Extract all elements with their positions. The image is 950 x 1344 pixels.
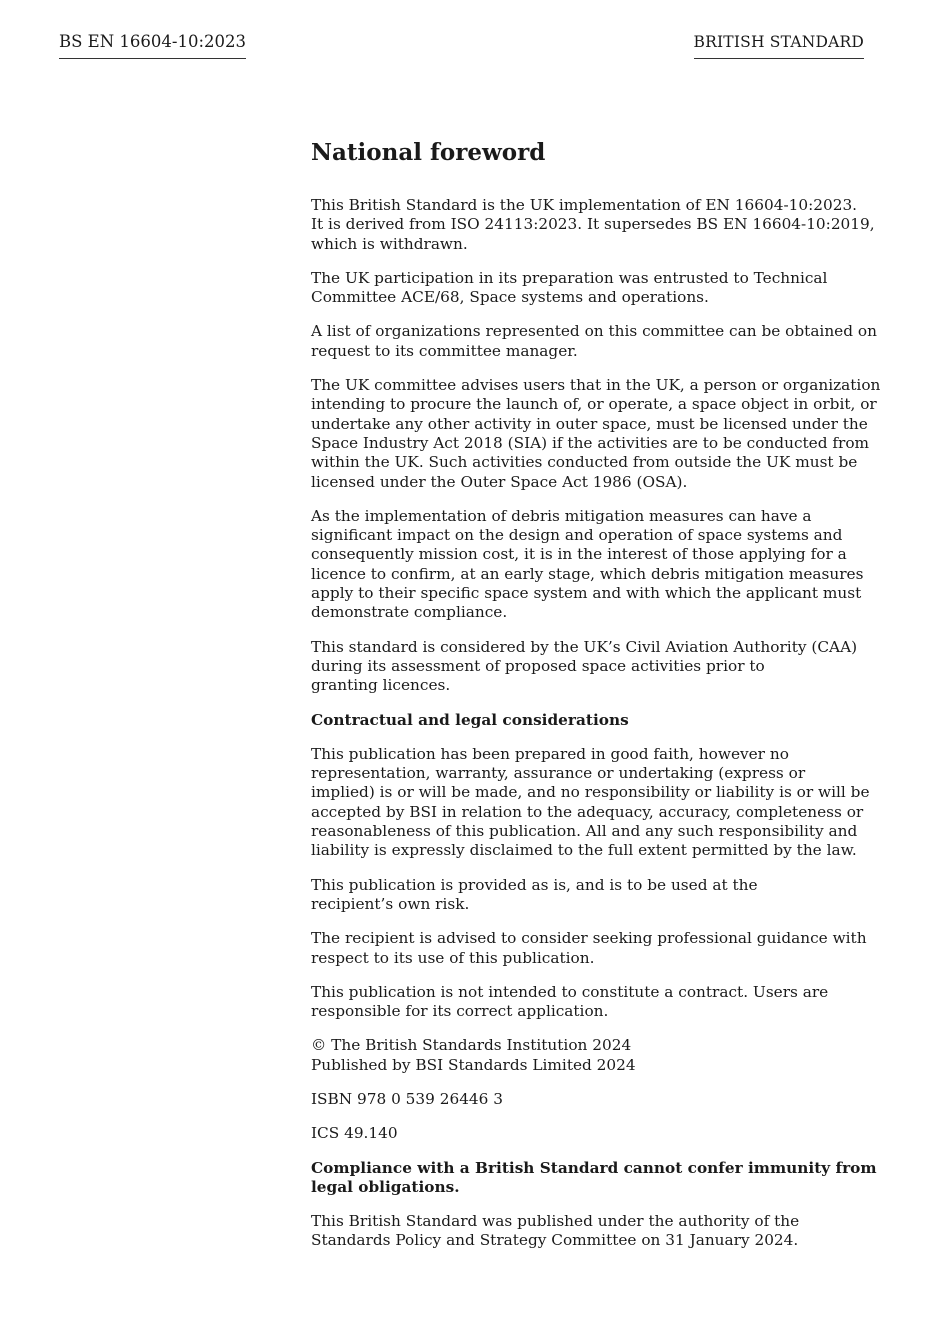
paragraph: [311, 929, 871, 968]
page-content: [311, 138, 881, 1266]
paragraph: [311, 376, 881, 492]
text-line: legal obligations.: [311, 1177, 460, 1196]
text-line: apply to their specific space system and with which the applicant must: [311, 584, 862, 603]
paragraph: [311, 1124, 871, 1143]
text-line: Committee ACE/68, Space systems and operations.: [311, 288, 709, 307]
text-line: © The British Standards Institution 2024: [311, 1036, 632, 1055]
paragraph: [311, 638, 871, 696]
text-line: The UK participation in its preparation was entrusted to Technical: [311, 268, 828, 287]
text-line: The recipient is advised to consider seeking professional guidance with: [311, 929, 867, 948]
text-line: granting licences.: [311, 676, 451, 695]
text-line: intending to procure the launch of, or operate, a space object in orbit, or: [311, 395, 877, 414]
text-line: consequently mission cost, it is in the interest of those applying for a: [311, 545, 847, 564]
text-line: undertake any other activity in outer space, must be licensed under the: [311, 414, 868, 433]
page-title: National foreword: [311, 139, 546, 166]
text-line: accepted by BSI in relation to the adequacy, accuracy, completeness or: [311, 802, 864, 821]
text-line: Contractual and legal considerations: [311, 710, 629, 729]
paragraph: [311, 876, 871, 915]
text-line: A list of organizations represented on this committee can be obtained on: [311, 322, 877, 341]
text-line: Published by BSI Standards Limited 2024: [311, 1055, 636, 1074]
text-line: This standard is considered by the UK’s Civil Aviation Authority (CAA): [311, 637, 858, 656]
text-line: responsible for its correct application.: [311, 1002, 609, 1021]
text-line: licensed under the Outer Space Act 1986 (OSA).: [311, 472, 688, 491]
paragraph: [311, 269, 871, 308]
text-line: licence to confirm, at an early stage, which debris mitigation measures: [311, 564, 864, 583]
text-line: which is withdrawn.: [311, 234, 468, 253]
paragraph: [311, 507, 871, 623]
section-heading: [311, 1158, 877, 1198]
document-identifier: BS EN 16604-10:2023: [59, 31, 246, 59]
paragraph: [311, 745, 871, 861]
text-line: respect to its use of this publication.: [311, 948, 595, 967]
series-label: BRITISH STANDARD: [694, 31, 865, 59]
text-line: The UK committee advises users that in the UK, a person or organization: [311, 376, 881, 395]
text-line: This publication is provided as is, and is to be used at the: [311, 875, 758, 894]
text-line: within the UK. Such activities conducted from outside the UK must be: [311, 453, 858, 472]
text-line: Compliance with a British Standard cannot confer immunity from: [311, 1158, 877, 1177]
text-line: liability is expressly disclaimed to the full extent permitted by the law.: [311, 841, 857, 860]
text-line: This publication has been prepared in good faith, however no: [311, 744, 789, 763]
text-line: implied) is or will be made, and no responsibility or liability is or will be: [311, 783, 870, 802]
paragraph: [311, 1090, 871, 1109]
text-line: ISBN 978 0 539 26446 3: [311, 1089, 503, 1108]
section-heading: [311, 711, 871, 730]
text-line: significant impact on the design and operation of space systems and: [311, 526, 843, 545]
text-line: This British Standard was published under the authority of the: [311, 1212, 800, 1231]
text-line: during its assessment of proposed space activities prior to: [311, 656, 765, 675]
text-line: As the implementation of debris mitigation measures can have a: [311, 506, 812, 525]
paragraph: [311, 1212, 871, 1251]
paragraph: [311, 322, 877, 361]
text-line: This British Standard is the UK implementation of EN 16604-10:2023.: [311, 196, 858, 214]
paragraph: [311, 983, 871, 1022]
text-line: representation, warranty, assurance or undertaking (express or: [311, 764, 806, 783]
text-line: It is derived from ISO 24113:2023. It supersedes BS EN 16604-10:2019,: [311, 215, 875, 234]
text-line: reasonableness of this publication. All and any such responsibility and: [311, 822, 858, 841]
text-line: recipient’s own risk.: [311, 894, 470, 913]
text-line: ICS 49.140: [311, 1124, 398, 1143]
text-line: request to its committee manager.: [311, 341, 578, 360]
paragraph: [311, 196, 875, 254]
text-line: demonstrate compliance.: [311, 603, 508, 622]
foreword-body: [311, 196, 881, 1251]
text-line: Standards Policy and Strategy Committee on 31 January 2024.: [311, 1231, 799, 1250]
paragraph: [311, 1036, 871, 1075]
text-line: Space Industry Act 2018 (SIA) if the activities are to be conducted from: [311, 433, 870, 452]
text-line: This publication is not intended to constitute a contract. Users are: [311, 982, 829, 1001]
